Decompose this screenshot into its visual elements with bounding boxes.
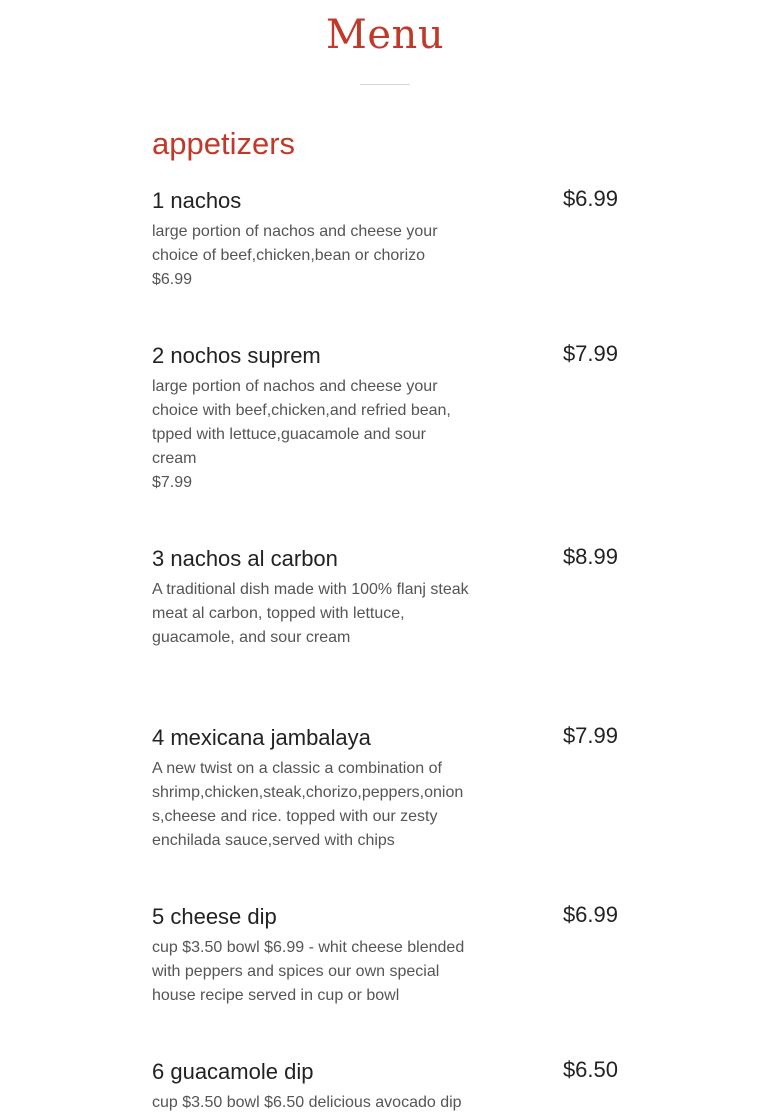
menu-item-name: 5 cheese dip xyxy=(152,904,277,929)
menu-item-name: 6 guacamole dip xyxy=(152,1059,314,1084)
menu-item-price: $7.99 xyxy=(562,341,618,366)
title-divider xyxy=(360,84,410,85)
menu-item-price: $6.50 xyxy=(562,1057,618,1082)
menu-item-description: cup $3.50 bowl $6.99 - whit cheese blended with peppers and spices our own special house recipe served in cup or bowl xyxy=(152,939,465,1004)
page-title: Menu xyxy=(325,12,445,58)
menu-item-price: $6.99 xyxy=(562,902,618,927)
menu-item-description: cup $3.50 bowl $6.50 delicious avocado dip xyxy=(152,1094,462,1111)
menu-item-price: $6.99 xyxy=(562,186,618,211)
menu-item-name: 4 mexicana jambalaya xyxy=(152,725,371,750)
menu-item-price: $7.99 xyxy=(562,723,618,748)
menu-item-price: $8.99 xyxy=(562,544,618,569)
section-title-appetizers: appetizers xyxy=(152,126,296,161)
menu-item-description: large portion of nachos and cheese your choice with beef,chicken,and refried bean, tpped with lettuce,guacamole and sour cream $7.99 xyxy=(152,378,451,491)
menu-item-description: A new twist on a classic a combination of shrimp,chicken,steak,chorizo,peppers,onion s,cheese and rice. topped with our zesty enchilada sauce,served with chips xyxy=(152,760,464,849)
menu-item-description: A traditional dish made with 100% flanj steak meat al carbon, topped with lettuce, guacamole, and sour cream xyxy=(152,581,469,646)
menu-item-name: 3 nachos al carbon xyxy=(152,546,338,571)
menu-item-description: large portion of nachos and cheese your choice of beef,chicken,bean or chorizo $6.99 xyxy=(152,223,438,288)
menu-item-name: 2 nochos suprem xyxy=(152,343,321,368)
menu-item-name: 1 nachos xyxy=(152,188,242,213)
